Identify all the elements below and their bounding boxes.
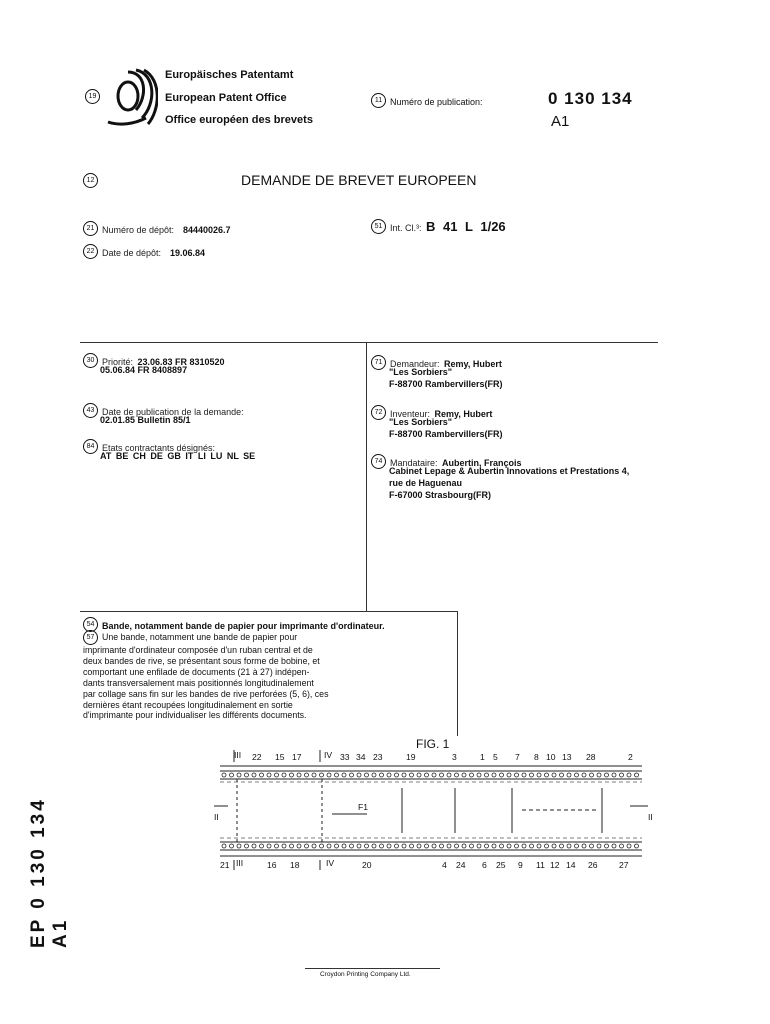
perforation-hole (245, 773, 249, 777)
perforation-hole (440, 844, 444, 848)
fig-label-top-17: 2 (628, 752, 633, 762)
applicant-address-1: "Les Sorbiers" (389, 367, 453, 377)
inventor-address-1: "Les Sorbiers" (389, 417, 453, 427)
applicant-address-2: F-88700 Rambervillers(FR) (389, 379, 503, 389)
perforation-hole (545, 844, 549, 848)
inid-84-circle: 84 (83, 439, 98, 454)
fig-label-top-11: 5 (493, 752, 498, 762)
perforation-hole (477, 844, 481, 848)
perforation-hole (485, 773, 489, 777)
inid-71-circle: 71 (371, 355, 386, 370)
fig-label-top-1: 22 (252, 752, 262, 762)
fig-label-top-8: 19 (406, 752, 416, 762)
printer-credit: Croydon Printing Company Ltd. (320, 971, 411, 978)
office-name-de: Europäisches Patentamt (165, 69, 294, 81)
perforation-hole (590, 773, 594, 777)
perforation-hole (537, 844, 541, 848)
fig-label-bottom-0: 21 (220, 860, 230, 870)
fig-label-bottom-1: III (236, 858, 244, 868)
kind-code: A1 (551, 113, 570, 130)
perforation-hole (380, 844, 384, 848)
fig-label-bottom-4: IV (326, 858, 335, 868)
fig-label-bottom-9: 25 (496, 860, 506, 870)
fig-label-bottom-7: 24 (456, 860, 466, 870)
publication-date: 02.01.85 Bulletin 85/1 (100, 415, 191, 425)
perforation-hole (627, 773, 631, 777)
perforation-hole (417, 773, 421, 777)
perforation-hole (447, 844, 451, 848)
perforation-hole (470, 773, 474, 777)
abstract-top-rule (80, 611, 457, 612)
perforation-hole (410, 844, 414, 848)
perforation-hole (267, 844, 271, 848)
perforation-hole (455, 773, 459, 777)
fig-label-side-0: II (214, 812, 219, 822)
fig-label-bottom-5: 20 (362, 860, 372, 870)
office-name-en: European Patent Office (165, 92, 287, 104)
inventor-block: 72 Inventeur: Remy, Hubert (371, 404, 492, 422)
inid-12-circle: 12 (83, 173, 98, 188)
fig-label-top-15: 13 (562, 752, 572, 762)
perforation-hole (305, 773, 309, 777)
fig-label-bottom-10: 9 (518, 860, 523, 870)
perforation-hole (627, 844, 631, 848)
fig-label-bottom-12: 12 (550, 860, 560, 870)
perforation-hole (560, 844, 564, 848)
perforation-hole (245, 844, 249, 848)
int-classification: 51 Int. Cl.³: B 41 L 1/26 (371, 218, 506, 236)
inid-21-circle: 21 (83, 221, 98, 236)
perforation-hole (222, 844, 226, 848)
perforation-hole (380, 773, 384, 777)
perforation-hole (462, 844, 466, 848)
biblio-top-rule (80, 342, 658, 343)
epo-logo-icon (106, 66, 158, 128)
perforation-hole (425, 773, 429, 777)
perforation-hole (530, 773, 534, 777)
inid-19-circle: 19 (85, 89, 100, 104)
perforation-hole (605, 844, 609, 848)
figure-1-drawing (212, 748, 652, 873)
perforation-hole (387, 844, 391, 848)
perforation-hole (522, 773, 526, 777)
perforation-hole (275, 844, 279, 848)
abstract-divider (457, 611, 458, 736)
fig-label-top-3: 17 (292, 752, 302, 762)
fig-label-top-12: 7 (515, 752, 520, 762)
perforation-hole (387, 773, 391, 777)
inid-22-circle: 22 (83, 244, 98, 259)
designated-states: AT BE CH DE GB IT LI LU NL SE (100, 451, 256, 461)
inid-74-circle: 74 (371, 454, 386, 469)
perforation-hole (282, 844, 286, 848)
publication-number: 0 130 134 (548, 89, 633, 108)
perforation-hole (440, 773, 444, 777)
fig-label-bottom-11: 11 (536, 860, 545, 870)
fig-label-top-2: 15 (275, 752, 285, 762)
office-name-fr: Office européen des brevets (165, 114, 313, 126)
applicant-block: 71 Demandeur: Remy, Hubert (371, 354, 502, 372)
states-label: 84 Etats contractants désignés: (83, 438, 215, 456)
fig-label-top-13: 8 (534, 752, 539, 762)
fig-label-bottom-3: 18 (290, 860, 300, 870)
inid-30-circle: 30 (83, 353, 98, 368)
fig-label-side-1: II (648, 812, 653, 822)
column-divider (366, 342, 367, 611)
fig-label-top-5: 33 (340, 752, 350, 762)
perforation-hole (492, 844, 496, 848)
inid-54-circle: 54 (83, 617, 98, 632)
fig-label-top-6: 34 (356, 752, 366, 762)
fig-label-bottom-15: 27 (619, 860, 629, 870)
perforation-hole (320, 844, 324, 848)
inid-72-circle: 72 (371, 405, 386, 420)
perforation-hole (612, 844, 616, 848)
abstract-text: 57 Une bande, notamment une bande de papier pour imprimante d'ordinateur composée d'un ruban central et de deux bandes de rive, se présentant sous forme de bobine, et comportant une enfilade de documents (21 à 27) indépen- dants transversalement mais positionnés longitudinalement par collage sans fin sur les bandes de rive perforées (5, 6), ces dernières étant recoupées longitudinalement en sortie d'imprimante pour individualiser les différents documents. (83, 631, 329, 721)
perforation-hole (507, 773, 511, 777)
perforation-hole (342, 844, 346, 848)
fig-label-top-14: 10 (546, 752, 556, 762)
fig-label-bottom-6: 4 (442, 860, 447, 870)
perforation-hole (575, 773, 579, 777)
perforation-hole (297, 773, 301, 777)
inid-11-circle: 11 (371, 93, 386, 108)
perforation-hole (507, 844, 511, 848)
perforation-hole (410, 773, 414, 777)
document-title: DEMANDE DE BREVET EUROPEEN (241, 172, 477, 188)
perforation-hole (260, 773, 264, 777)
perforation-hole (612, 773, 616, 777)
perforation-hole (365, 773, 369, 777)
perforation-hole (605, 773, 609, 777)
publication-number-label: 11 Numéro de publication: (371, 92, 483, 110)
perforation-hole (500, 844, 504, 848)
fig-label-top-4: IV (324, 750, 333, 760)
perforation-hole (237, 844, 241, 848)
perforation-hole (455, 844, 459, 848)
agent-block: 74 Mandataire: Aubertin, François (371, 453, 522, 471)
perforation-hole (597, 773, 601, 777)
priority-block: 30 Priorité: 23.06.83 FR 8310520 (83, 352, 225, 370)
fig-label-bottom-13: 14 (566, 860, 576, 870)
perforation-hole (372, 773, 376, 777)
perforation-hole (597, 844, 601, 848)
perforation-hole (230, 773, 234, 777)
perforation-hole (590, 844, 594, 848)
fig-label-bottom-2: 16 (267, 860, 277, 870)
perforation-hole (620, 844, 624, 848)
perforation-hole (635, 844, 639, 848)
perforation-hole (260, 844, 264, 848)
agent-address-1: Cabinet Lepage & Aubertin Innovations et Prestations 4, (389, 466, 630, 476)
perforation-hole (335, 844, 339, 848)
perforation-hole (312, 773, 316, 777)
perforation-hole (477, 773, 481, 777)
perforation-hole (267, 773, 271, 777)
perforation-hole (462, 773, 466, 777)
perforation-hole (560, 773, 564, 777)
perforation-hole (357, 773, 361, 777)
fig-label-top-16: 28 (586, 752, 596, 762)
perforation-hole (275, 773, 279, 777)
agent-address-3: F-67000 Strasbourg(FR) (389, 490, 492, 500)
perforation-hole (365, 844, 369, 848)
perforation-hole (312, 844, 316, 848)
perforation-hole (290, 844, 294, 848)
perforation-hole (447, 773, 451, 777)
perforation-hole (327, 773, 331, 777)
perforation-hole (417, 844, 421, 848)
inventor-address-2: F-88700 Rambervillers(FR) (389, 429, 503, 439)
perforation-hole (575, 844, 579, 848)
invention-title: 54 Bande, notamment bande de papier pour imprimante d'ordinateur. (83, 616, 385, 634)
perforation-hole (515, 844, 519, 848)
perforation-hole (290, 773, 294, 777)
fig-label-top-7: 23 (373, 752, 383, 762)
perforation-hole (335, 773, 339, 777)
perforation-hole (230, 844, 234, 848)
perforation-hole (395, 773, 399, 777)
perforation-hole (470, 844, 474, 848)
perforation-hole (372, 844, 376, 848)
perforation-hole (432, 773, 436, 777)
priority-line-2: 05.06.84 FR 8408897 (100, 365, 188, 375)
perforation-hole (425, 844, 429, 848)
perforation-hole (327, 844, 331, 848)
perforation-hole (635, 773, 639, 777)
footer-rule (305, 968, 440, 969)
perforation-hole (537, 773, 541, 777)
inid-43-circle: 43 (83, 403, 98, 418)
fig-label-top-0: III (234, 750, 242, 760)
perforation-hole (342, 773, 346, 777)
perforation-hole (500, 773, 504, 777)
perforation-hole (237, 773, 241, 777)
perforation-hole (357, 844, 361, 848)
fig-label-bottom-8: 6 (482, 860, 487, 870)
agent-address-2: rue de Haguenau (389, 478, 463, 488)
perforation-hole (485, 844, 489, 848)
perforation-hole (492, 773, 496, 777)
perforation-hole (320, 773, 324, 777)
inid-51-circle: 51 (371, 219, 386, 234)
fig-label-top-9: 3 (452, 752, 457, 762)
perforation-hole (402, 773, 406, 777)
perforation-hole (620, 773, 624, 777)
perforation-hole (515, 773, 519, 777)
perforation-hole (395, 844, 399, 848)
publication-date-label: 43 Date de publication de la demande: (83, 402, 244, 420)
perforation-hole (297, 844, 301, 848)
perforation-hole (252, 773, 256, 777)
figure-caption: FIG. 1 (416, 737, 450, 751)
perforation-hole (432, 844, 436, 848)
inid-57-circle: 57 (83, 630, 98, 645)
perforation-hole (552, 844, 556, 848)
perforation-hole (567, 773, 571, 777)
fig-label-bottom-14: 26 (588, 860, 598, 870)
perforation-hole (350, 844, 354, 848)
side-publication-number: EP 0 130 134 A1 (28, 797, 71, 948)
perforation-hole (545, 773, 549, 777)
perforation-hole (222, 773, 226, 777)
fig-label-top-10: 1 (480, 752, 485, 762)
perforation-hole (552, 773, 556, 777)
perforation-hole (305, 844, 309, 848)
perforation-hole (252, 844, 256, 848)
application-number: 21 Numéro de dépôt: 84440026.7 (83, 220, 231, 238)
fig-label-side-2: F1 (358, 802, 369, 812)
perforation-hole (530, 844, 534, 848)
filing-date: 22 Date de dépôt: 19.06.84 (83, 243, 205, 261)
perforation-hole (402, 844, 406, 848)
perforation-hole (582, 773, 586, 777)
perforation-hole (522, 844, 526, 848)
perforation-hole (350, 773, 354, 777)
perforation-hole (582, 844, 586, 848)
perforation-hole (567, 844, 571, 848)
perforation-hole (282, 773, 286, 777)
